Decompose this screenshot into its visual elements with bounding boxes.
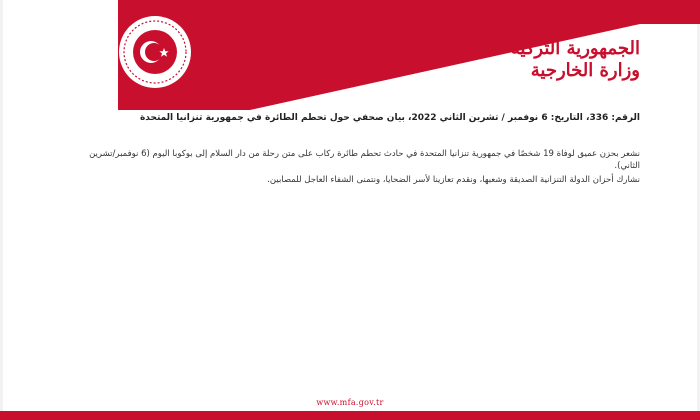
ministry-name-line1: الجمهورية التركية <box>510 38 640 59</box>
footer-red-bar <box>0 411 700 420</box>
statement-paragraph-1: نشعر بحزن عميق لوفاة 19 شخصًا في جمهورية تنزانيا المتحدة في حادث تحطم طائرة ركاب على متن رحلة من دار السلام إلى بوكوبا اليوم (6 نوفمبر/تشرين الثاني). <box>89 149 640 171</box>
ministry-name-line2: وزارة الخارجية <box>530 60 640 81</box>
ministry-name <box>511 38 640 82</box>
ministry-emblem-icon <box>90 14 220 89</box>
statement-title: الرقم: 336، التاريخ: 6 نوفمبر / تشرين الثاني 2022، بيان صحفي حول تحطم الطائرة في جمهورية تنزانيا المتحدة <box>139 113 640 123</box>
footer-website: www.mfa.gov.tr <box>316 398 384 407</box>
statement-paragraph-2: نشارك أحزان الدولة التنزانية الصديقة وشعبها، ونقدم تعازينا لأسر الضحايا، ونتمنى الشفاء العاجل للمصابين. <box>267 175 640 185</box>
